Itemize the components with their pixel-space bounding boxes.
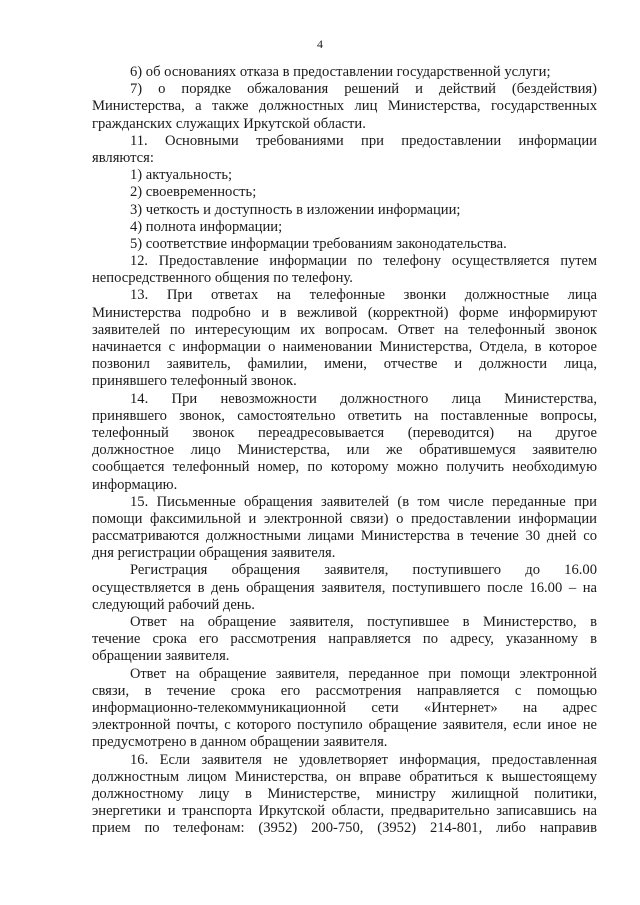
text-line: течение срока его рассмотрения направляется по адресу, указанному в <box>92 631 597 648</box>
text-line: должностное лицо Министерства, или же обратившемуся заявителю <box>92 442 597 459</box>
text-line: 16. Если заявителя не удовлетворяет информация, предоставленная <box>130 751 597 768</box>
text-line: осуществляется в день обращения заявителя, поступившего после 16.00 – на <box>92 579 597 596</box>
text-line: позвонил заявитель, фамилии, имени, отчестве и должности лица, <box>92 356 597 373</box>
text-line: энергетики и транспорта Иркутской области, предварительно записавшись на <box>92 803 597 820</box>
text-line: дня регистрации обращения заявителя. <box>92 545 336 562</box>
text-line: 4) полнота информации; <box>130 218 283 235</box>
text-line: 1) актуальность; <box>130 167 233 184</box>
text-line: принявшего телефонный звонок. <box>92 373 297 390</box>
text-line: являются: <box>92 149 154 166</box>
text-line: электронной почты, с которого поступило обращение заявителя, если иное не <box>92 717 597 734</box>
text-line: 14. При невозможности должностного лица Министерства, <box>130 390 597 407</box>
text-line: 3) четкость и доступность в изложении информации; <box>130 201 461 218</box>
text-line: сообщается телефонный номер, по которому можно получить необходимую <box>92 459 597 476</box>
text-line: заявителей по интересующим их вопросам. Ответ на телефонный звонок <box>92 321 597 338</box>
text-line: обращении заявителя. <box>92 648 230 665</box>
text-line: 13. При ответах на телефонные звонки должностные лица <box>130 287 597 304</box>
text-line: Министерства, а также должностных лиц Министерства, государственных <box>92 98 597 115</box>
text-line: должностному лицу в Министерстве, министру жилищной политики, <box>92 785 597 802</box>
text-line: 12. Предоставление информации по телефону осуществляется путем <box>130 253 597 270</box>
text-line: 6) об основаниях отказа в предоставлении государственной услуги; <box>130 64 551 80</box>
text-line: прием по телефонам: (3952) 200-750, (3952) 214-801, либо направив <box>92 820 597 837</box>
text-line: 11. Основными требованиями при предоставлении информации <box>130 132 597 149</box>
text-line: телефонный звонок переадресовывается (переводится) на другое <box>92 424 597 441</box>
text-line: Ответ на обращение заявителя, переданное при помощи электронной <box>130 665 597 682</box>
text-line: помощи факсимильной и электронной связи) о предоставлении информации <box>92 510 597 527</box>
text-line: информацию. <box>92 476 178 493</box>
text-line: Регистрация обращения заявителя, поступившего до 16.00 <box>130 562 597 579</box>
text-line: рассматриваются должностными лицами Министерства в течение 30 дней со <box>92 528 597 545</box>
text-line: связи, в течение срока его рассмотрения направляется с помощью <box>92 682 597 699</box>
text-line: информационно-телекоммуникационной сети «Интернет» на адрес <box>92 699 597 716</box>
text-line: 5) соответствие информации требованиям законодательства. <box>130 235 507 252</box>
text-line: непосредственного общения по телефону. <box>92 270 353 287</box>
text-line: Министерства подробно и в вежливой (корректной) форме информируют <box>92 304 597 321</box>
text-line: принявшего звонок, самостоятельно ответить на поставленные вопросы, <box>92 407 597 424</box>
text-line: предусмотрено в данном обращении заявителя. <box>92 734 388 751</box>
text-line: должностным лицом Министерства, он вправе обратиться к вышестоящему <box>92 768 597 785</box>
document-body <box>92 64 597 837</box>
text-line: начинается с информации о наименовании Министерства, Отдела, в которое <box>92 339 597 355</box>
text-line: гражданских служащих Иркутской области. <box>92 115 366 132</box>
text-line: 2) своевременность; <box>130 184 257 201</box>
text-line: 15. Письменные обращения заявителей (в том числе переданные при <box>130 493 597 510</box>
text-line: следующий рабочий день. <box>92 596 255 613</box>
text-line: 7) о порядке обжалования решений и действий (бездействия) <box>130 81 597 98</box>
page-number: 4 <box>317 37 323 51</box>
text-line: Ответ на обращение заявителя, поступившее в Министерство, в <box>130 614 597 630</box>
